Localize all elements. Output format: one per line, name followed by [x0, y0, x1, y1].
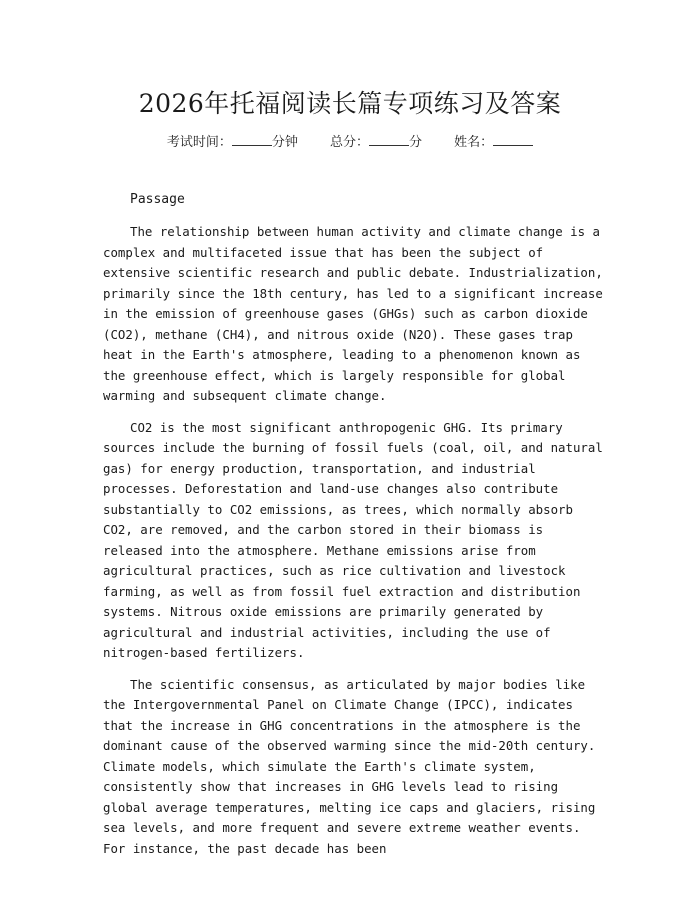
exam-score	[330, 131, 422, 150]
exam-info-line	[0, 131, 700, 150]
passage-body	[103, 222, 603, 870]
exam-name-blank	[493, 134, 533, 146]
paragraph-3: The scientific consensus, as articulated by major bodies like the Intergovernmental Panel on Climate Change (IPCC), indicates that the increase in GHG concentrations in the atmosphere is the dominant cause of the observed warming since the mid-20th century. Climate models, which simulate the Earth's climate system, consistently show that increases in GHG levels lead to rising global average temperatures, melting ice caps and glaciers, rising sea levels, and more frequent and severe extreme weather events. For instance, the past decade has been	[103, 676, 596, 856]
exam-time	[167, 131, 298, 150]
passage-heading: Passage	[130, 192, 185, 207]
exam-name-label: 姓名：	[454, 135, 494, 150]
exam-score-label: 总分：	[329, 135, 369, 150]
paragraph-1: The relationship between human activity and climate change is a complex and multifaceted issue that has been the subject of extensive scientific research and public debate. Industrialization, primarily since the 18th century, has led to a significant increase in the emission of greenhouse gases (GHGs) such as carbon dioxide (CO2), methane (CH4), and nitrous oxide (N2O). These gases trap heat in the Earth's atmosphere, leading to a phenomenon known as the greenhouse effect, which is largely responsible for global warming and subsequent climate change.	[103, 224, 603, 403]
exam-time-blank	[232, 134, 272, 146]
exam-name	[454, 131, 533, 150]
exam-time-label: 考试时间：	[166, 135, 232, 150]
exam-score-blank	[369, 134, 409, 146]
exam-time-unit: 分钟	[271, 135, 298, 150]
document-title: 2026年托福阅读长篇专项练习及答案	[138, 89, 562, 118]
paragraph-2: CO2 is the most significant anthropogenic GHG. Its primary sources include the burning of fossil fuels (coal, oil, and natural gas) for energy production, transportation, and industrial processes. Deforestation and land-use changes also contribute substantially to CO2 emissions, as trees, which normally absorb CO2, are removed, and the carbon stored in their biomass is released into the atmosphere. Methane emissions arise from agricultural practices, such as rice cultivation and livestock farming, as well as from fossil fuel extraction and distribution systems. Nitrous oxide emissions are primarily generated by agricultural and industrial activities, including the use of nitrogen-based fertilizers.	[103, 419, 603, 660]
exam-score-unit: 分	[409, 135, 423, 150]
